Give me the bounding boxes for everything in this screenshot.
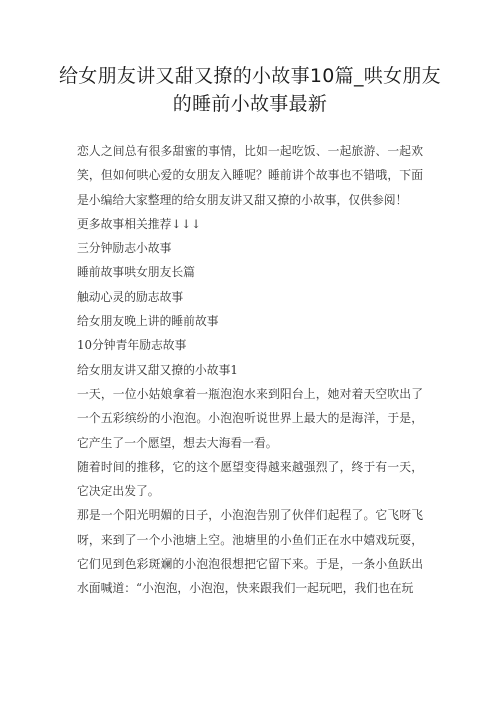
intro-paragraph: 恋人之间总有很多甜蜜的事情，比如一起吃饭、一起旅游、一起欢笑，但如何哄心爱的女朋友入睡呢？睡前讲个故事也不错哦，下面是小编给大家整理的给女朋友讲又甜又撩的小故事，仅供参阅！ bbox=[77, 144, 423, 207]
related-link-4[interactable]: 给女朋友晚上讲的睡前故事 bbox=[77, 314, 219, 329]
section-title: 给女朋友讲又甜又撩的小故事1 bbox=[77, 362, 238, 377]
more-stories-label: 更多故事相关推荐↓↓↓ bbox=[77, 216, 202, 231]
story-paragraph: 一天，一位小姑娘拿着一瓶泡泡水来到阳台上，她对着天空吹出了一个五彩缤纷的小泡泡。小泡泡听说世界上最大的是海洋，于是，它产生了一个愿望，想去大海看一看。 bbox=[77, 386, 423, 450]
related-link-2[interactable]: 睡前故事哄女朋友长篇 bbox=[77, 265, 195, 280]
story-paragraph: 那是一个阳光明媚的日子，小泡泡告别了伙伴们起程了。它飞呀飞呀，来到了一个小池塘上空。池塘里的小鱼们正在水中嬉戏玩耍，它们见到色彩斑斓的小泡泡很想把它留下来。于是，一条小鱼跃出水面喊道：“小泡泡，小泡泡，快来跟我们一起玩吧，我们也在玩 bbox=[77, 508, 423, 596]
related-link-1[interactable]: 三分钟励志小故事 bbox=[77, 241, 172, 256]
related-link-5[interactable]: 10分钟青年励志故事 bbox=[77, 338, 187, 353]
document-body bbox=[77, 139, 423, 601]
related-link-3[interactable]: 触动心灵的励志故事 bbox=[77, 289, 184, 304]
story-paragraph: 随着时间的推移，它的这个愿望变得越来越强烈了，终于有一天，它决定出发了。 bbox=[77, 459, 423, 499]
document-title: 给女朋友讲又甜又撩的小故事10篇_哄女朋友的睡前小故事最新 bbox=[59, 65, 441, 115]
